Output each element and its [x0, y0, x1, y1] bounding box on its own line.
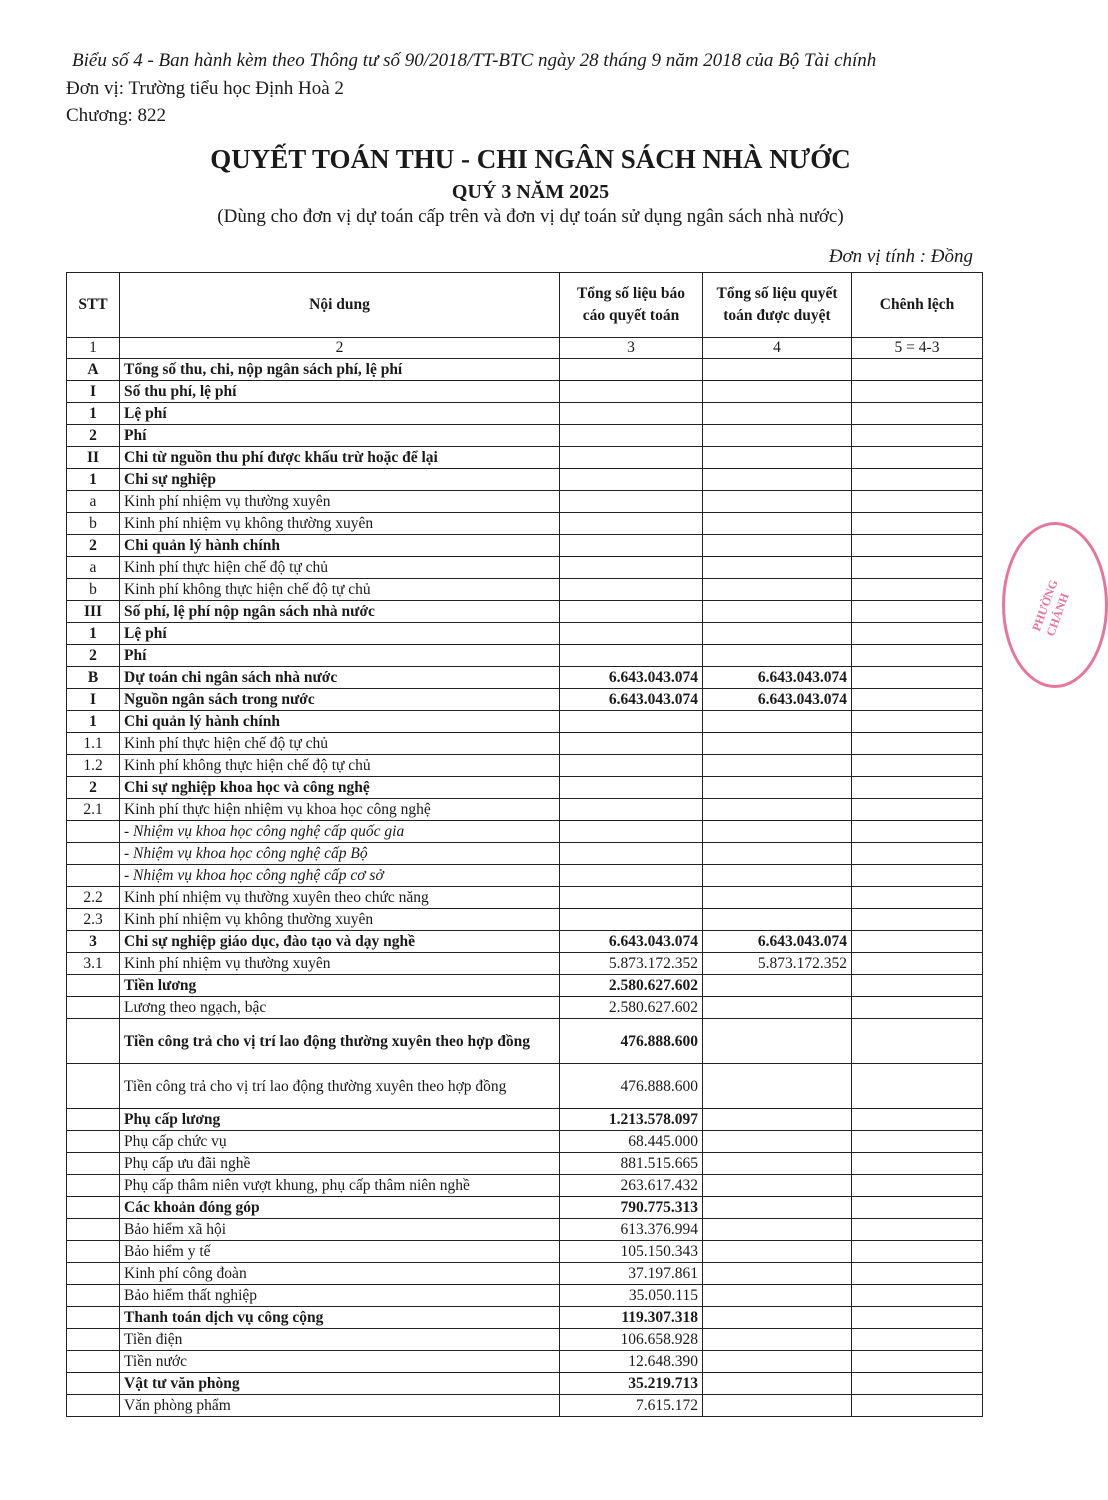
row-stt: 2 [67, 425, 120, 447]
row-content: Các khoản đóng góp [120, 1197, 560, 1219]
row-difference [852, 843, 983, 865]
row-content: Kinh phí thực hiện chế độ tự chủ [120, 557, 560, 579]
header-content: Nội dung [120, 273, 560, 338]
row-reported-amount: 476.888.600 [560, 1019, 703, 1064]
report-title: QUYẾT TOÁN THU - CHI NGÂN SÁCH NHÀ NƯỚC [210, 144, 851, 174]
row-content: Số thu phí, lệ phí [120, 381, 560, 403]
row-content: Kinh phí không thực hiện chế độ tự chủ [120, 755, 560, 777]
row-content: Kinh phí không thực hiện chế độ tự chủ [120, 579, 560, 601]
header-approved: Tổng số liệu quyết toán được duyệt [703, 273, 852, 338]
row-reported-amount [560, 887, 703, 909]
row-approved-amount [703, 1241, 852, 1263]
row-reported-amount: 476.888.600 [560, 1064, 703, 1109]
table-row [67, 381, 983, 403]
table-row [67, 1285, 983, 1307]
row-approved-amount [703, 799, 852, 821]
row-approved-amount: 5.873.172.352 [703, 953, 852, 975]
table-row [67, 1307, 983, 1329]
table-header-row [67, 273, 983, 338]
table-row [67, 931, 983, 953]
row-stt [67, 1373, 120, 1395]
row-stt: 1 [67, 403, 120, 425]
row-reported-amount: 5.873.172.352 [560, 953, 703, 975]
chapter-code: Chương: 822 [66, 105, 167, 126]
row-stt [67, 1307, 120, 1329]
row-content: Chi quản lý hành chính [120, 535, 560, 557]
table-row [67, 1395, 983, 1417]
table-row [67, 821, 983, 843]
row-stt [67, 975, 120, 997]
row-reported-amount [560, 711, 703, 733]
row-difference [852, 1109, 983, 1131]
table-row [67, 1329, 983, 1351]
row-stt: 3.1 [67, 953, 120, 975]
row-difference [852, 1351, 983, 1373]
row-reported-amount [560, 403, 703, 425]
row-content: Kinh phí nhiệm vụ thường xuyên [120, 491, 560, 513]
official-seal-stamp: PHƯỜNG CHÁNH [1002, 522, 1108, 688]
row-stt [67, 1197, 120, 1219]
row-content: Kinh phí công đoàn [120, 1263, 560, 1285]
row-stt [67, 1153, 120, 1175]
row-approved-amount [703, 1395, 852, 1417]
row-approved-amount [703, 491, 852, 513]
row-difference [852, 821, 983, 843]
row-reported-amount [560, 821, 703, 843]
row-stt [67, 1351, 120, 1373]
row-stt [67, 1285, 120, 1307]
row-difference [852, 1064, 983, 1109]
table-row [67, 513, 983, 535]
row-reported-amount [560, 799, 703, 821]
row-difference [852, 425, 983, 447]
row-stt [67, 1131, 120, 1153]
row-stt [67, 1241, 120, 1263]
row-reported-amount: 7.615.172 [560, 1395, 703, 1417]
row-difference [852, 909, 983, 931]
table-row [67, 1241, 983, 1263]
row-difference [852, 733, 983, 755]
row-stt: b [67, 579, 120, 601]
header-difference: Chênh lệch [852, 273, 983, 338]
row-difference [852, 1285, 983, 1307]
row-approved-amount [703, 711, 852, 733]
row-approved-amount [703, 623, 852, 645]
row-reported-amount [560, 557, 703, 579]
table-row [67, 887, 983, 909]
row-reported-amount: 881.515.665 [560, 1153, 703, 1175]
row-stt: I [67, 689, 120, 711]
row-difference [852, 535, 983, 557]
row-content: Phụ cấp ưu đãi nghề [120, 1153, 560, 1175]
column-number: 4 [703, 338, 852, 359]
row-content: Tiền điện [120, 1329, 560, 1351]
row-approved-amount [703, 1064, 852, 1109]
row-content: Lệ phí [120, 403, 560, 425]
row-approved-amount [703, 1197, 852, 1219]
row-content: Dự toán chi ngân sách nhà nước [120, 667, 560, 689]
row-stt: I [67, 381, 120, 403]
table-row [67, 1131, 983, 1153]
row-content: Bảo hiểm y tế [120, 1241, 560, 1263]
row-content: Bảo hiểm xã hội [120, 1219, 560, 1241]
table-row [67, 1197, 983, 1219]
table-row [67, 557, 983, 579]
row-approved-amount [703, 557, 852, 579]
row-approved-amount [703, 513, 852, 535]
row-difference [852, 1329, 983, 1351]
row-stt: a [67, 557, 120, 579]
row-stt: III [67, 601, 120, 623]
row-reported-amount: 105.150.343 [560, 1241, 703, 1263]
row-difference [852, 513, 983, 535]
table-row [67, 843, 983, 865]
table-body [67, 338, 983, 1417]
row-stt [67, 997, 120, 1019]
row-content: Chi sự nghiệp khoa học và công nghệ [120, 777, 560, 799]
table-row [67, 491, 983, 513]
table-row [67, 1064, 983, 1109]
header-stt: STT [67, 273, 120, 338]
table-row [67, 1153, 983, 1175]
row-content: - Nhiệm vụ khoa học công nghệ cấp cơ sở [120, 865, 560, 887]
row-approved-amount [703, 601, 852, 623]
row-difference [852, 403, 983, 425]
row-content: Chi sự nghiệp giáo dục, đào tạo và dạy nghề [120, 931, 560, 953]
row-approved-amount [703, 1153, 852, 1175]
row-reported-amount [560, 865, 703, 887]
row-reported-amount: 37.197.861 [560, 1263, 703, 1285]
table-row [67, 447, 983, 469]
row-reported-amount: 106.658.928 [560, 1329, 703, 1351]
row-approved-amount [703, 909, 852, 931]
row-reported-amount [560, 755, 703, 777]
row-approved-amount [703, 425, 852, 447]
row-content: Lương theo ngạch, bậc [120, 997, 560, 1019]
row-content: Kinh phí nhiệm vụ không thường xuyên [120, 513, 560, 535]
row-stt [67, 1219, 120, 1241]
row-stt: b [67, 513, 120, 535]
row-difference [852, 667, 983, 689]
row-reported-amount [560, 645, 703, 667]
row-content: Chi từ nguồn thu phí được khấu trừ hoặc để lại [120, 447, 560, 469]
row-reported-amount [560, 579, 703, 601]
row-approved-amount: 6.643.043.074 [703, 931, 852, 953]
row-difference [852, 491, 983, 513]
row-stt [67, 843, 120, 865]
table-row [67, 909, 983, 931]
row-content: Lệ phí [120, 623, 560, 645]
row-approved-amount [703, 1175, 852, 1197]
table-row [67, 799, 983, 821]
row-reported-amount [560, 469, 703, 491]
row-content: Tổng số thu, chi, nộp ngân sách phí, lệ phí [120, 359, 560, 381]
table-row [67, 601, 983, 623]
row-difference [852, 887, 983, 909]
table-row [67, 1219, 983, 1241]
table-row [67, 623, 983, 645]
row-stt: 1.1 [67, 733, 120, 755]
budget-settlement-table [66, 272, 983, 1417]
header-reported: Tổng số liệu báo cáo quyết toán [560, 273, 703, 338]
row-content: Kinh phí nhiệm vụ thường xuyên [120, 953, 560, 975]
row-reported-amount [560, 425, 703, 447]
row-stt [67, 1175, 120, 1197]
table-row [67, 997, 983, 1019]
row-reported-amount [560, 381, 703, 403]
row-content: Số phí, lệ phí nộp ngân sách nhà nước [120, 601, 560, 623]
row-difference [852, 997, 983, 1019]
row-approved-amount [703, 887, 852, 909]
row-content: Vật tư văn phòng [120, 1373, 560, 1395]
row-stt [67, 821, 120, 843]
row-stt: II [67, 447, 120, 469]
row-difference [852, 645, 983, 667]
row-approved-amount [703, 755, 852, 777]
row-approved-amount [703, 1019, 852, 1064]
column-number: 3 [560, 338, 703, 359]
row-reported-amount [560, 843, 703, 865]
table-row [67, 469, 983, 491]
table-row [67, 1351, 983, 1373]
row-content: Phụ cấp lương [120, 1109, 560, 1131]
row-stt [67, 1329, 120, 1351]
row-content: Kinh phí nhiệm vụ không thường xuyên [120, 909, 560, 931]
row-reported-amount: 1.213.578.097 [560, 1109, 703, 1131]
row-approved-amount [703, 1109, 852, 1131]
row-stt [67, 1109, 120, 1131]
row-approved-amount [703, 1285, 852, 1307]
report-period: QUÝ 3 NĂM 2025 [451, 181, 610, 203]
row-content: Kinh phí nhiệm vụ thường xuyên theo chức năng [120, 887, 560, 909]
row-stt: 1.2 [67, 755, 120, 777]
row-stt [67, 1019, 120, 1064]
row-content: Chi quản lý hành chính [120, 711, 560, 733]
column-number-row [67, 338, 983, 359]
row-reported-amount [560, 447, 703, 469]
row-approved-amount: 6.643.043.074 [703, 689, 852, 711]
table-row [67, 403, 983, 425]
table-row [67, 579, 983, 601]
row-reported-amount [560, 513, 703, 535]
row-reported-amount [560, 733, 703, 755]
row-stt: 3 [67, 931, 120, 953]
row-reported-amount: 119.307.318 [560, 1307, 703, 1329]
table-row [67, 1019, 983, 1064]
row-approved-amount [703, 1329, 852, 1351]
row-reported-amount: 790.775.313 [560, 1197, 703, 1219]
table-row [67, 733, 983, 755]
row-difference [852, 1263, 983, 1285]
row-difference [852, 975, 983, 997]
row-difference [852, 579, 983, 601]
report-usage-note: (Dùng cho đơn vị dự toán cấp trên và đơn vị dự toán sử dụng ngân sách nhà nước) [217, 206, 844, 227]
row-reported-amount [560, 777, 703, 799]
row-stt: a [67, 491, 120, 513]
row-reported-amount: 613.376.994 [560, 1219, 703, 1241]
row-approved-amount [703, 645, 852, 667]
table-row [67, 359, 983, 381]
table-row [67, 755, 983, 777]
row-content: Kinh phí thực hiện chế độ tự chủ [120, 733, 560, 755]
row-stt: 2.2 [67, 887, 120, 909]
row-difference [852, 1197, 983, 1219]
row-approved-amount [703, 865, 852, 887]
row-difference [852, 623, 983, 645]
table-row [67, 689, 983, 711]
row-approved-amount [703, 469, 852, 491]
row-reported-amount: 263.617.432 [560, 1175, 703, 1197]
row-content: Phụ cấp chức vụ [120, 1131, 560, 1153]
row-stt: B [67, 667, 120, 689]
row-content: Phí [120, 425, 560, 447]
row-content: - Nhiệm vụ khoa học công nghệ cấp Bộ [120, 843, 560, 865]
row-content: Phụ cấp thâm niên vượt khung, phụ cấp thâm niên nghề [120, 1175, 560, 1197]
row-reported-amount [560, 623, 703, 645]
row-difference [852, 953, 983, 975]
row-approved-amount [703, 997, 852, 1019]
row-stt: 1 [67, 469, 120, 491]
column-number: 1 [67, 338, 120, 359]
row-difference [852, 447, 983, 469]
table-row [67, 667, 983, 689]
form-reference-note: Biểu số 4 - Ban hành kèm theo Thông tư số 90/2018/TT-BTC ngày 28 tháng 9 năm 2018 của Bộ Tài chính [72, 50, 877, 71]
row-content: Kinh phí thực hiện nhiệm vụ khoa học công nghệ [120, 799, 560, 821]
row-approved-amount [703, 579, 852, 601]
row-stt [67, 865, 120, 887]
row-difference [852, 601, 983, 623]
row-content: Tiền công trả cho vị trí lao động thường xuyên theo hợp đồng [120, 1019, 560, 1064]
row-difference [852, 689, 983, 711]
row-content: Chi sự nghiệp [120, 469, 560, 491]
row-reported-amount: 2.580.627.602 [560, 997, 703, 1019]
row-content: Tiền nước [120, 1351, 560, 1373]
row-difference [852, 799, 983, 821]
row-stt [67, 1263, 120, 1285]
row-approved-amount [703, 1219, 852, 1241]
row-reported-amount [560, 491, 703, 513]
row-approved-amount [703, 447, 852, 469]
row-difference [852, 381, 983, 403]
row-approved-amount [703, 777, 852, 799]
row-reported-amount: 35.050.115 [560, 1285, 703, 1307]
row-difference [852, 931, 983, 953]
row-content: Văn phòng phẩm [120, 1395, 560, 1417]
row-reported-amount: 35.219.713 [560, 1373, 703, 1395]
row-content: Phí [120, 645, 560, 667]
row-approved-amount [703, 535, 852, 557]
table-row [67, 865, 983, 887]
row-reported-amount [560, 909, 703, 931]
row-reported-amount: 68.445.000 [560, 1131, 703, 1153]
row-stt: A [67, 359, 120, 381]
row-difference [852, 777, 983, 799]
row-difference [852, 557, 983, 579]
row-content: Tiền lương [120, 975, 560, 997]
row-stt: 2.1 [67, 799, 120, 821]
table-row [67, 535, 983, 557]
row-stt: 2 [67, 535, 120, 557]
row-reported-amount: 12.648.390 [560, 1351, 703, 1373]
table-row [67, 1175, 983, 1197]
row-content: Nguồn ngân sách trong nước [120, 689, 560, 711]
row-difference [852, 1219, 983, 1241]
currency-unit: Đơn vị tính : Đồng [828, 246, 973, 267]
table-row [67, 1109, 983, 1131]
row-difference [852, 755, 983, 777]
row-reported-amount: 6.643.043.074 [560, 931, 703, 953]
table-row [67, 1263, 983, 1285]
row-approved-amount [703, 359, 852, 381]
row-difference [852, 359, 983, 381]
row-content: Thanh toán dịch vụ công cộng [120, 1307, 560, 1329]
row-reported-amount [560, 601, 703, 623]
column-number: 5 = 4-3 [852, 338, 983, 359]
table-row [67, 953, 983, 975]
row-stt: 1 [67, 711, 120, 733]
row-reported-amount [560, 535, 703, 557]
row-reported-amount: 2.580.627.602 [560, 975, 703, 997]
table-row [67, 645, 983, 667]
row-difference [852, 1019, 983, 1064]
row-reported-amount [560, 359, 703, 381]
row-difference [852, 1395, 983, 1417]
row-difference [852, 1241, 983, 1263]
unit-name: Đơn vị: Trường tiểu học Định Hoà 2 [66, 78, 344, 99]
row-approved-amount [703, 403, 852, 425]
row-stt [67, 1064, 120, 1109]
row-reported-amount: 6.643.043.074 [560, 667, 703, 689]
row-stt: 2.3 [67, 909, 120, 931]
row-stt [67, 1395, 120, 1417]
row-difference [852, 865, 983, 887]
row-stt: 2 [67, 645, 120, 667]
row-approved-amount [703, 975, 852, 997]
row-reported-amount: 6.643.043.074 [560, 689, 703, 711]
row-content: Bảo hiểm thất nghiệp [120, 1285, 560, 1307]
row-stt: 1 [67, 623, 120, 645]
row-content: - Nhiệm vụ khoa học công nghệ cấp quốc gia [120, 821, 560, 843]
row-approved-amount [703, 1351, 852, 1373]
row-approved-amount [703, 1307, 852, 1329]
row-approved-amount: 6.643.043.074 [703, 667, 852, 689]
table-row [67, 425, 983, 447]
row-stt: 2 [67, 777, 120, 799]
table-row [67, 711, 983, 733]
row-approved-amount [703, 381, 852, 403]
row-difference [852, 1175, 983, 1197]
row-approved-amount [703, 1263, 852, 1285]
row-difference [852, 1153, 983, 1175]
row-difference [852, 469, 983, 491]
row-approved-amount [703, 821, 852, 843]
row-approved-amount [703, 733, 852, 755]
column-number: 2 [120, 338, 560, 359]
row-approved-amount [703, 1131, 852, 1153]
row-difference [852, 1131, 983, 1153]
row-approved-amount [703, 843, 852, 865]
row-approved-amount [703, 1373, 852, 1395]
row-content: Tiền công trả cho vị trí lao động thường xuyên theo hợp đồng [120, 1064, 560, 1109]
row-difference [852, 1373, 983, 1395]
table-row [67, 975, 983, 997]
row-difference [852, 711, 983, 733]
table-row [67, 777, 983, 799]
row-difference [852, 1307, 983, 1329]
table-row [67, 1373, 983, 1395]
